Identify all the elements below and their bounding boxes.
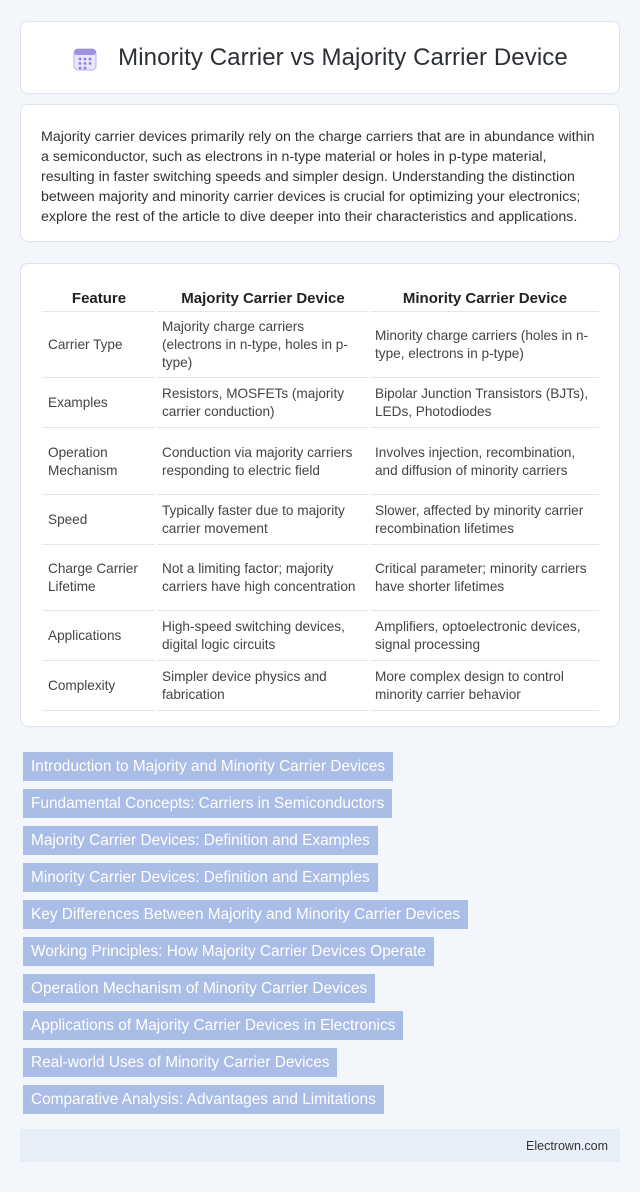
- table-row: [43, 312, 599, 378]
- comparison-card: [20, 263, 620, 727]
- title-wrap: [72, 44, 568, 72]
- cell-minority: Slower, affected by minority carrier recombination lifetimes: [371, 495, 599, 545]
- table-row: [43, 611, 599, 661]
- cell-feature: Speed: [43, 495, 155, 545]
- intro-text: Majority carrier devices primarily rely on the charge carriers that are in abundance within a semiconductor, such as electrons in n-type material or holes in p-type material, resulting in faster switching speeds and simpler design. Understanding the distinction between majority and minority carrier devices is crucial for optimizing your electronics; explore the rest of the article to dive deeper into their characteristics and applications.: [41, 129, 595, 225]
- cell-feature: Carrier Type: [43, 312, 155, 378]
- table-row: [43, 495, 599, 545]
- cell-majority: Majority charge carriers (electrons in n-type, holes in p-type): [158, 312, 368, 378]
- header-minority: Minority Carrier Device: [371, 282, 599, 312]
- section-link[interactable]: Comparative Analysis: Advantages and Limitations: [23, 1085, 384, 1114]
- page-title: Minority Carrier vs Majority Carrier Device: [118, 43, 568, 71]
- cell-minority: Amplifiers, optoelectronic devices, signal processing: [371, 611, 599, 661]
- section-link[interactable]: Key Differences Between Majority and Minority Carrier Devices: [23, 900, 468, 929]
- header-majority: Majority Carrier Device: [158, 282, 368, 312]
- section-link[interactable]: Majority Carrier Devices: Definition and Examples: [23, 826, 378, 855]
- table-row: [43, 378, 599, 428]
- intro-card: [20, 104, 620, 242]
- section-link[interactable]: Fundamental Concepts: Carriers in Semiconductors: [23, 789, 392, 818]
- calendar-icon: [72, 46, 98, 72]
- section-link[interactable]: Applications of Majority Carrier Devices in Electronics: [23, 1011, 403, 1040]
- cell-minority: More complex design to control minority carrier behavior: [371, 661, 599, 711]
- section-link[interactable]: Minority Carrier Devices: Definition and Examples: [23, 863, 378, 892]
- section-link[interactable]: Introduction to Majority and Minority Carrier Devices: [23, 752, 393, 781]
- cell-feature: Operation Mechanism: [43, 428, 155, 495]
- title-card: [20, 21, 620, 94]
- cell-minority: Critical parameter; minority carriers have shorter lifetimes: [371, 545, 599, 611]
- footer-site-name[interactable]: Electrown.com: [526, 1138, 608, 1153]
- comparison-table: [40, 282, 602, 711]
- cell-majority: Simpler device physics and fabrication: [158, 661, 368, 711]
- cell-feature: Complexity: [43, 661, 155, 711]
- cell-majority: High-speed switching devices, digital logic circuits: [158, 611, 368, 661]
- cell-majority: Conduction via majority carriers responding to electric field: [158, 428, 368, 495]
- header-feature: Feature: [43, 282, 155, 312]
- cell-feature: Applications: [43, 611, 155, 661]
- table-header-row: [43, 282, 599, 312]
- table-row: [43, 661, 599, 711]
- cell-majority: Not a limiting factor; majority carriers have high concentration: [158, 545, 368, 611]
- cell-feature: Charge Carrier Lifetime: [43, 545, 155, 611]
- section-link[interactable]: Real-world Uses of Minority Carrier Devices: [23, 1048, 337, 1077]
- section-link[interactable]: Working Principles: How Majority Carrier Devices Operate: [23, 937, 434, 966]
- table-row: [43, 428, 599, 495]
- cell-minority: Bipolar Junction Transistors (BJTs), LEDs, Photodiodes: [371, 378, 599, 428]
- cell-minority: Involves injection, recombination, and diffusion of minority carriers: [371, 428, 599, 495]
- article-section-links: [23, 752, 617, 1122]
- footer: [20, 1129, 620, 1162]
- cell-feature: Examples: [43, 378, 155, 428]
- section-link[interactable]: Operation Mechanism of Minority Carrier Devices: [23, 974, 375, 1003]
- cell-majority: Typically faster due to majority carrier movement: [158, 495, 368, 545]
- table-row: [43, 545, 599, 611]
- cell-minority: Minority charge carriers (holes in n-type, electrons in p-type): [371, 312, 599, 378]
- cell-majority: Resistors, MOSFETs (majority carrier conduction): [158, 378, 368, 428]
